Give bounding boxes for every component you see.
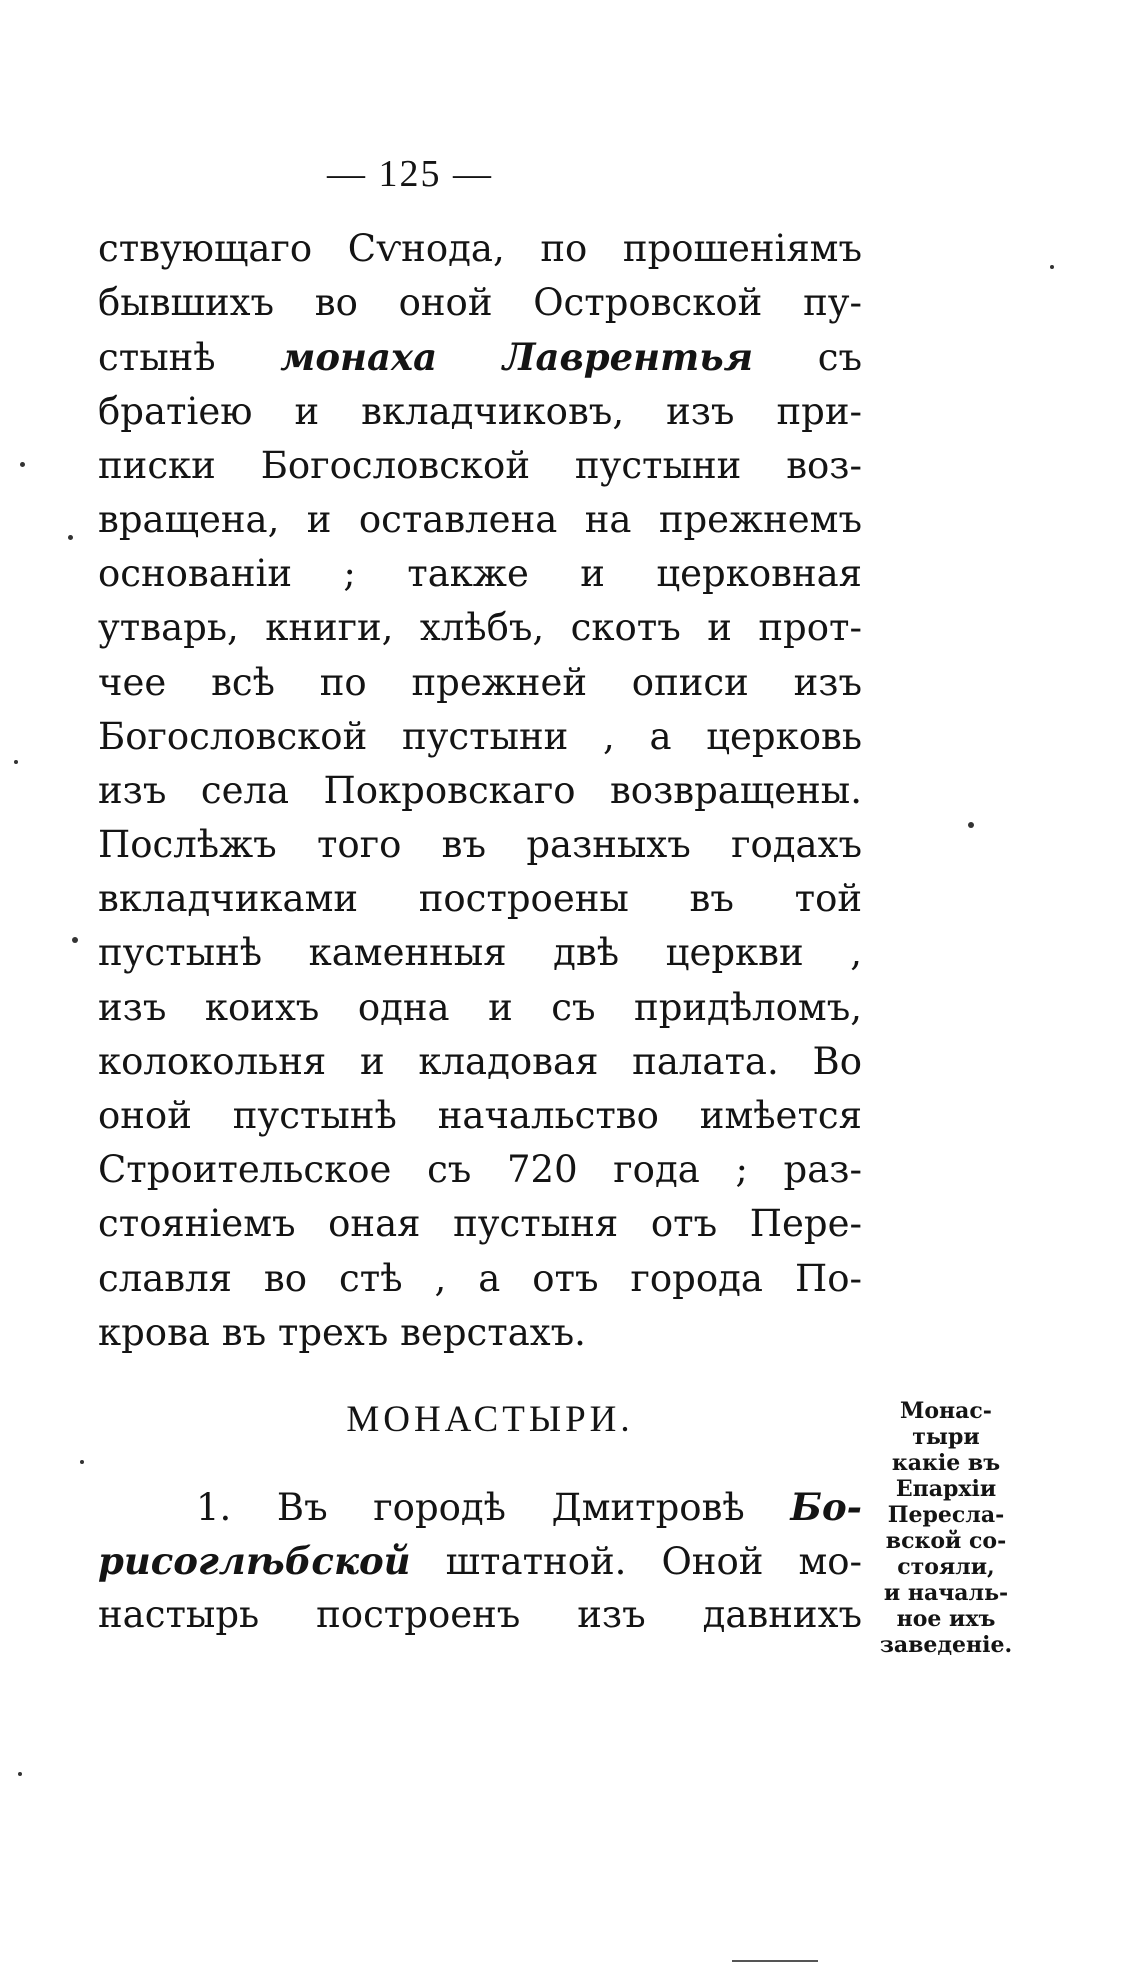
margin-note-line: и началь- [883,1580,1009,1606]
margin-note-line: ное ихъ [896,1606,996,1632]
paper-speck [14,760,18,764]
text-line: изъ коихъ одна и съ придѣломъ, [98,985,862,1029]
section-heading: МОНАСТЫРИ. [346,1399,634,1440]
margin-note-line: тыри [912,1424,980,1450]
text-line: вкладчиками построены въ той [98,877,862,921]
paper-speck [1050,265,1054,269]
section-line: рисоглѣбской штатной. Оной мо- [98,1539,862,1584]
margin-note-line: Пересла- [887,1502,1005,1528]
text-line: изъ села Покровскаго возвращены. [98,768,862,812]
section-text [98,1480,862,1643]
margin-note-line: какіе въ [891,1450,1001,1476]
body-text [98,222,862,1360]
margin-note-line: Епархіи [895,1476,997,1502]
text-line: стынѣ монаха Лаврентья съ [98,335,862,380]
text-line: утварь, книги, хлѣбъ, скотъ и прот- [98,606,862,650]
paper-speck [80,1460,84,1464]
text-line: колокольня и кладовая палата. Во [98,1039,862,1083]
text-line: Послѣжъ того въ разныхъ годахъ [98,823,862,867]
text-line: стояніемъ оная пустыня отъ Пере- [98,1202,862,1246]
text-line: братіею и вкладчиковъ, изъ при- [98,389,862,433]
page-number: — 125 — [327,153,493,195]
text-line: оной пустынѣ начальство имѣется [98,1094,862,1137]
paper-speck [68,535,73,540]
text-line: основаніи ; также и церковная [98,552,862,596]
text-line: пустынѣ каменныя двѣ церкви , [98,931,862,975]
paper-speck [18,1772,22,1776]
paper-speck [72,937,78,943]
margin-note-line: Монас- [900,1398,992,1424]
text-line: вращена, и оставлена на прежнемъ [98,497,862,541]
section-line: 1. Въ городѣ Дмитровѣ Бо- [196,1485,862,1529]
text-line: бывшихъ во оной Островской пу- [98,281,862,325]
text-line: чее всѣ по прежней описи изъ [98,660,862,704]
text-line: славля во стѣ , а отъ города По- [98,1256,862,1300]
section-line: настырь построенъ изъ давнихъ [98,1593,862,1637]
margin-note [866,1398,1026,1658]
text-line: Богословской пустыни , а церковь [98,714,862,758]
margin-note-line: заведеніе. [879,1632,1013,1658]
text-line: Строительское съ 720 года ; раз- [98,1148,862,1192]
paper-speck [968,822,974,828]
margin-note-line: вской со- [885,1528,1007,1554]
bottom-rule [732,1960,818,1962]
text-line: крова въ трехъ верстахъ. [98,1310,586,1354]
paper-speck [20,462,25,467]
margin-note-line: стояли, [897,1554,995,1580]
text-line: ствующаго Сѵнода, по прошеніямъ [98,227,862,270]
text-line: писки Богословской пустыни воз- [98,443,862,487]
